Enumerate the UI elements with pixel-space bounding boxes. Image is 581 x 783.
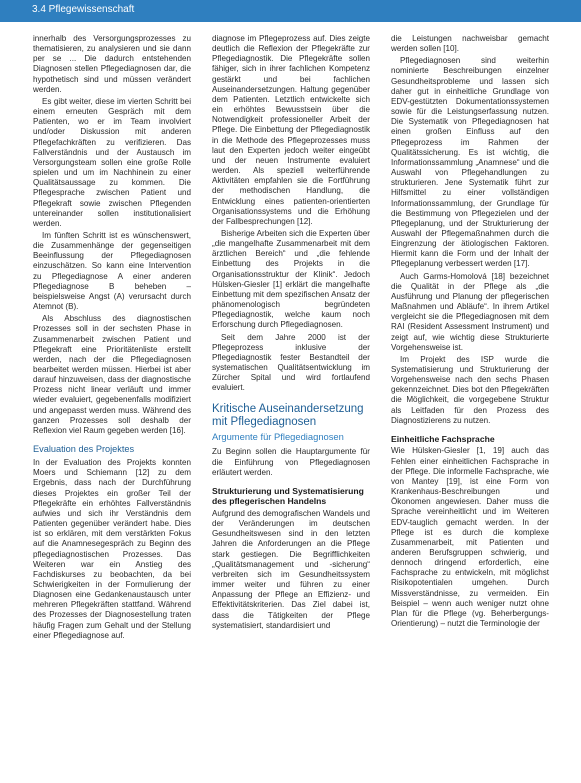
subheading-arguments: Argumente für Pflegediagnosen [212, 431, 344, 443]
paragraph: Pflegediagnosen sind weiterhin nominierte Beschreibungen einzelner Gesundheitsprobleme und lassen sich daher gut in einheitliche Grundlage von EDV-gestützten Dokumentationssystemen sowie für die Leistungserfassung nutzen. Die Systematik von Pflegediagnosen hat einen großen Einfluss auf den Pflegeprozess im Rahmen der Qualitätssicherung. Es ist wichtig, die Informationssammlung „Anamnese“ und die Auswahl von Pflegehandlungen zu strukturieren. Jene Systematik führt zur Hilfsmittel zu einer vollständigen Informationssammlung, der Grundlage für die Bestimmung von Pflegezielen und der Pflegeplanung, und der Strukturierung der Auswahl der Pflegemaßnahmen durch die Eingrenzung der ätiologischen Faktoren. Hiermit kann die Form und der Inhalt der Pflegeplanung verbessert werden [17]. [391, 56, 549, 269]
subheading-terminology: Einheitliche Fachsprache [391, 433, 495, 444]
paragraph: Zu Beginn sollen die Hauptargumente für die Einführung von Pflegediagnosen erläutert werden. [212, 447, 370, 477]
paragraph: Als Abschluss des diagnostischen Prozesses soll in der sechsten Phase in Zusammenarbeit zwischen Patient und Pflegekraft eine Prioritätenliste erstellt werden, nach der die Pflegediagnosen bearbeitet werden müssen. Hierbei ist aber darauf hinzuweisen, dass der diagnostische Prozess nicht linear verläuft und immer wieder evaluiert, gegebenenfalls modifiziert und angepasst werden muss. Während des ganzen Prozesses soll deshalb der Reflexion viel Raum gegeben werden [16]. [33, 314, 191, 435]
column-middle [212, 34, 370, 779]
paragraph: innerhalb des Versorgungsprozesses zu thematisieren, zu analysieren und sie dann per se ... Die dadurch entstehenden Diagnosen stellen Pflegediagnosen dar, die hypothetisch sind und müssen verändert werden. [33, 34, 191, 94]
paragraph: Aufgrund des demografischen Wandels und der Veränderungen im deutschen Gesundheitswesen sind in den letzten Jahren die Anforderungen an die Pflege stark gestiegen. Die Begrifflichkeiten „Qualitätsmanagement und -sicherung“ verbreiten sich im Gesundheitssystem immer weiter und führen zu einer Anpassung der Pflege an Effizienz- und Effektivitätskriterien. Das Ziel dabei ist, dass die Tätigkeiten der Pflege systematisiert, standardisiert und [212, 508, 370, 630]
section-heading-evaluation: Evaluation des Projektes [33, 444, 135, 455]
column-right [391, 34, 549, 779]
paragraph: Im Projekt des ISP wurde die Systematisierung und Strukturierung der Vorgehensweise nach den sechs Phasen gekennzeichnet. Dies bot den Pflegekräften die Möglichkeit, die vorgegebene Struktur als Leitfaden für den Prozess des Diagnostizierens zu nutzen. [391, 354, 549, 425]
column-left [33, 34, 191, 779]
paragraph: Es gibt weiter, diese im vierten Schritt bei einem erneuten Gespräch mit dem Patienten, wo er im Team involviert und/oder Diskussion mit anderen Pflegefachkräften zu verifizieren. Das Fallverständnis und der Austausch im Versorgungsteam sollen eine große Rolle spielen und um im Nachhinein zu einer Qualitätsaussage zu kommen. Die Pflegesprache zwischen Patient und Pflegekraft sowie zwischen Pflegenden untereinander sollen institutionalisiert werden. [33, 96, 191, 228]
paragraph: Seit dem Jahre 2000 ist der Pflegeprozess inklusive der Pflegediagnostik fester Bestandteil der systematischen Qualitätsentwicklung im Zürcher Spital und wird fortlaufend evaluiert. [212, 332, 370, 393]
paragraph: diagnose im Pflegeprozess auf. Dies zeigte deutlich die Reflexion der Pflegekräfte zur Pflegediagnostik. Die Pflegekräfte sollen fähiger, sich in ihrer fachlichen Kompetenz gestärkt und bei fachlichen Auseinandersetzungen. Haltung gegenüber dem Patienten. Letztlich entwickelte sich ein erhöhtes Bewusstsein über die Notwendigkeit professioneller Arbeit der Pflege. Die Einbettung der Pflegediagnostik in die Methode des Pflegeprozesses muss laut den Experten jedoch weiter eingeübt und der neuen Instrumente evaluiert werden. Als speziell weiterführende Aktivitäten empfahlen sie die Fortführung der methodischen Handlung, die Entwicklung eines patienten-orientierten Organisationssystems und die Erhöhung der Fallbesprechungen [12]. [212, 34, 370, 226]
paragraph: Auch Garms-Homolová [18] bezeichnet die Qualität in der Pflege als „die Ausführung und Planung der pflegerischen Maßnahmen und Abläufe“. In ihrem Artikel vergleicht sie die Pflegediagnosen mit dem RAI (Resident Assessment Instrument) und zeigt auf, wie wichtig diese Strukturierte Vorgehensweise ist. [391, 271, 549, 352]
subheading-structuring: Strukturierung und Systematisierung des pflegerischen Handelns [212, 485, 364, 507]
section-title: 3.4 Pflegewissenschaft [32, 4, 135, 15]
page-header [0, 0, 581, 22]
paragraph: die Leistungen nachweisbar gemacht werden sollen [10]. [391, 34, 549, 54]
paragraph: Im fünften Schritt ist es wünschenswert, die Zusammenhänge der gegenseitigen Beeinflussung der Pflegediagnosen einzuschätzen. So kann eine Intervention zu Pflegediagnose A einer anderen Pflegediagnose B beheben – beispielsweise Angst (A) verursacht durch Atemnot (B). [33, 230, 191, 312]
paragraph: Bisherige Arbeiten sich die Experten über „die mangelhafte Zusammenarbeit mit dem ärztlichen Bereich“ und „die fehlende Einbettung des Projekts in die Organisationsstruktur der Klinik“. Jedoch Hülsken-Giesler [1] erklärt die mangelhafte Einbettung mit dem spezifischen Ansatz der phänomenologisch begründeten Pflegediagnostik, welche kaum noch Erforschung durch Pflegediagnosen. [212, 228, 370, 330]
section-heading-critique: Kritische Auseinandersetzung mit Pflegediagnosen [212, 403, 364, 429]
paragraph: In der Evaluation des Projekts konnten Moers und Schiemann [12] zu dem Ergebnis, dass nach der Durchführung dieses Projektes ein großer Teil der Pflegekräfte ein erhöhtes Fallverständnis aufwies und sich ihr Verständnis dem Patienten gegenüber verändert habe. Dies ist so erklären, mit dem verstärkten Fokus auf die Anamnesegespräch zu Beginn des pflegediagnostischen Prozesses. Das Weiteren war ein Anstieg des Fachdiskurses zu beobachten, da bei Schwierigkeiten in der Formulierung der Diagnosen eine Gedankenaustausch unter mehreren Pflegekräften stattfand. Während des Prozesses der Diagnosestellung traten häufig Fragen zum Gehalt und der Stellung einer Pflegediagnose auf. [33, 458, 191, 640]
paragraph: Wie Hülsken-Giesler [1, 19] auch das Fehlen einer einheitlichen Fachsprache in der Pflege. Die informelle Fachsprache, wie von Mantey [19], ist eine Form von Krankenhaus-Beschreibungen und Ökonomen angewiesen. Daher muss die Sprache vereinheitlicht und im Weiteren EDV-tauglich gemacht werden. In der Pflege ist es durch die komplexe Zusammenarbeit, mit Patienten und anderen Berufsgruppen schwierig, und dennoch dringend erforderlich, eine Fachsprache zu entwickeln, mit möglichst Risikopotentialen umgehen. Durch Missverständnisse, zu vermeiden. Ein Beispiel – wenn auch weniger nutzt ohne Plan für die Pflege (vg. Beherbergungs-Orientierung) – nutzt die Terminologie der [391, 446, 549, 629]
